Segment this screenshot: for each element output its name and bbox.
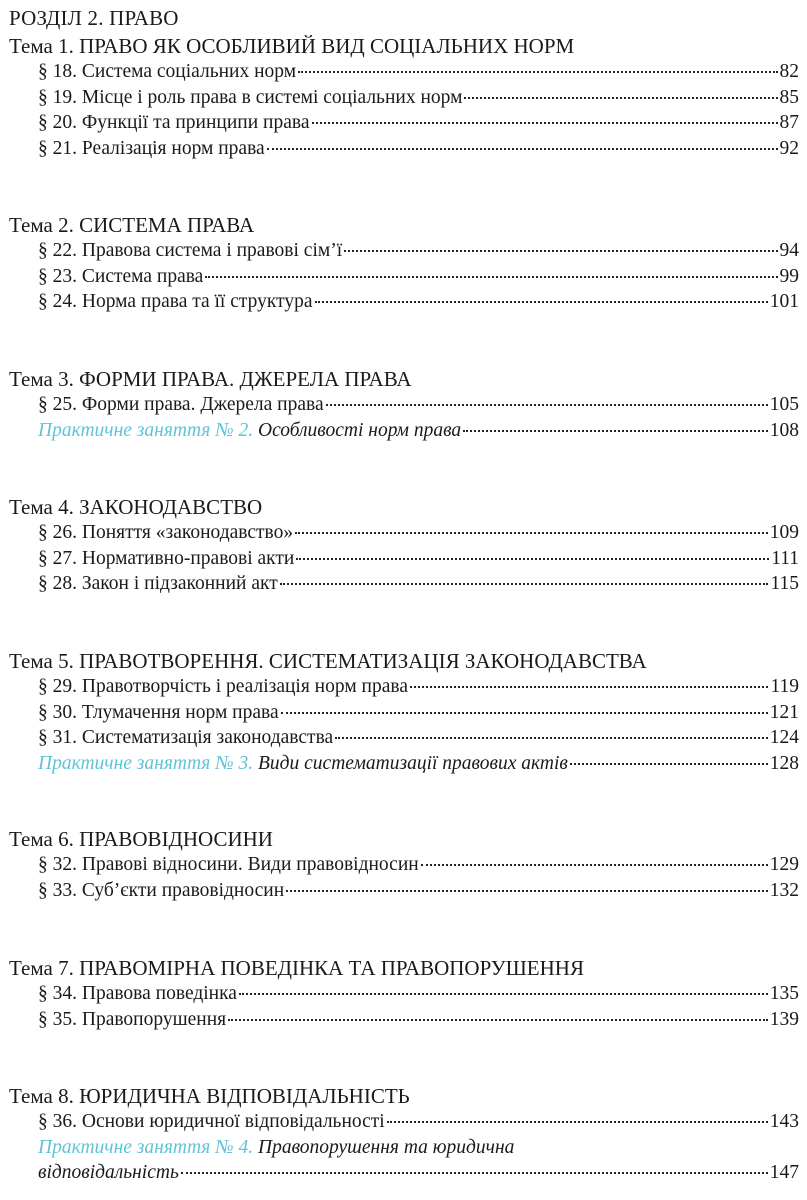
entry-label <box>38 418 461 444</box>
dot-leader <box>205 276 777 278</box>
practical-label: Практичне заняття № 3. <box>38 752 254 774</box>
practical-label: Практичне заняття № 4. <box>38 1136 254 1158</box>
dot-leader <box>410 686 768 688</box>
toc-entry[interactable] <box>38 85 799 111</box>
toc-entry[interactable] <box>38 1007 799 1033</box>
page-number: 129 <box>769 854 799 875</box>
page-number: 121 <box>769 701 799 723</box>
topic-5 <box>9 648 799 776</box>
dot-leader <box>296 558 769 560</box>
toc-entry[interactable] <box>38 136 799 162</box>
topic-title: Тема 2. СИСТЕМА ПРАВА <box>9 213 255 237</box>
dot-leader <box>326 404 768 406</box>
dot-leader <box>298 71 777 73</box>
entry-label: § 22. Правова система і правові сім’ї <box>38 240 343 261</box>
topic-title: Тема 1. ПРАВО ЯК ОСОБЛИВИЙ ВИД СОЦІАЛЬНИХ НОРМ <box>9 34 575 58</box>
entry-label: § 33. Суб’єкти правовідносин <box>38 879 285 901</box>
entry-label: § 21. Реалізація норм права <box>38 137 265 159</box>
topic-8 <box>9 1083 799 1186</box>
dot-leader <box>344 250 777 252</box>
entry-label: § 31. Систематизація законодавства <box>38 727 334 748</box>
dot-leader <box>267 148 778 150</box>
page-number: 147 <box>769 1162 799 1183</box>
page-number: 108 <box>769 419 799 441</box>
dot-leader <box>181 1172 768 1174</box>
page-number: 87 <box>779 112 799 133</box>
practical-title: Види систематизації правових актів <box>257 752 568 774</box>
toc-entry[interactable] <box>38 878 799 904</box>
entry-label <box>38 751 568 777</box>
practical-title: Особливості норм права <box>257 419 462 441</box>
page-number: 143 <box>769 1111 799 1132</box>
dot-leader <box>239 993 768 995</box>
dot-leader <box>387 1121 768 1123</box>
practical-title-continued: відповідальність <box>38 1162 179 1183</box>
entry-label: § 29. Правотворчість і реалізація норм права <box>38 676 408 697</box>
entry-label: § 34. Правова поведінка <box>38 983 237 1004</box>
toc-entry[interactable] <box>38 110 799 136</box>
section-title: РОЗДІЛ 2. ПРАВО <box>9 6 179 30</box>
toc-entry[interactable] <box>38 1109 799 1135</box>
toc-entry-practical[interactable] <box>38 418 799 444</box>
entry-label: § 35. Правопорушення <box>38 1008 227 1030</box>
page-number: 124 <box>769 727 799 748</box>
toc-entry[interactable] <box>38 59 799 85</box>
toc-entry[interactable] <box>38 700 799 726</box>
page-number: 111 <box>771 547 799 569</box>
entry-label: § 19. Місце і роль права в системі соціальних норм <box>38 86 463 108</box>
topic-2 <box>9 212 799 315</box>
topic-4 <box>9 494 799 597</box>
dot-leader <box>228 1019 768 1021</box>
page-number: 119 <box>770 676 799 697</box>
toc-entry[interactable] <box>38 981 799 1007</box>
page-number: 82 <box>779 61 799 82</box>
page-number: 132 <box>769 879 799 901</box>
topic-3 <box>9 366 799 443</box>
toc-entry[interactable] <box>38 392 799 418</box>
dot-leader <box>281 712 768 714</box>
entry-label: § 32. Правові відносини. Види правовідносин <box>38 854 419 875</box>
toc-entry[interactable] <box>38 238 799 264</box>
topic-title: Тема 3. ФОРМИ ПРАВА. ДЖЕРЕЛА ПРАВА <box>9 367 412 391</box>
page-number: 92 <box>779 137 799 159</box>
dot-leader <box>421 864 768 866</box>
dot-leader <box>280 583 769 585</box>
entry-label: § 30. Тлумачення норм права <box>38 701 279 723</box>
entry-label: § 25. Форми права. Джерела права <box>38 394 324 415</box>
topic-title: Тема 5. ПРАВОТВОРЕННЯ. СИСТЕМАТИЗАЦІЯ ЗАКОНОДАВСТВА <box>9 649 647 673</box>
practical-title: Правопорушення та юридична <box>257 1136 515 1158</box>
practical-label: Практичне заняття № 2. <box>38 419 254 441</box>
page-number: 85 <box>779 86 799 108</box>
page-number: 128 <box>769 752 799 774</box>
toc-entry-practical-line2[interactable] <box>38 1160 799 1186</box>
topic-title: Тема 7. ПРАВОМІРНА ПОВЕДІНКА ТА ПРАВОПОРУШЕННЯ <box>9 956 584 980</box>
page-number: 115 <box>770 573 799 594</box>
toc-entry[interactable] <box>38 852 799 878</box>
entry-label: § 27. Нормативно-правові акти <box>38 547 295 569</box>
topic-title: Тема 4. ЗАКОНОДАВСТВО <box>9 495 263 519</box>
topic-title: Тема 6. ПРАВОВІДНОСИНИ <box>9 827 273 851</box>
dot-leader <box>335 737 768 739</box>
topic-6 <box>9 826 799 903</box>
toc-entry[interactable] <box>38 571 799 597</box>
page-number: 94 <box>779 240 799 261</box>
page-number: 139 <box>769 1008 799 1030</box>
entry-label: § 20. Функції та принципи права <box>38 112 310 133</box>
toc-entry[interactable] <box>38 725 799 751</box>
toc-entry[interactable] <box>38 264 799 290</box>
toc-entry-practical-line1[interactable] <box>38 1135 799 1161</box>
toc-entry-practical[interactable] <box>38 751 799 777</box>
dot-leader <box>463 430 768 432</box>
entry-label: § 18. Система соціальних норм <box>38 61 297 82</box>
page-number: 109 <box>769 522 799 543</box>
dot-leader <box>286 890 768 892</box>
dot-leader <box>295 532 768 534</box>
page-number: 101 <box>769 291 799 312</box>
page-number: 99 <box>779 265 799 287</box>
toc-entry[interactable] <box>38 674 799 700</box>
entry-label: § 24. Норма права та її структура <box>38 291 313 312</box>
topic-title: Тема 8. ЮРИДИЧНА ВІДПОВІДАЛЬНІСТЬ <box>9 1084 410 1108</box>
entry-label: § 36. Основи юридичної відповідальності <box>38 1111 385 1132</box>
page-number: 105 <box>769 394 799 415</box>
dot-leader <box>315 301 768 303</box>
toc-entry[interactable] <box>38 289 799 315</box>
toc-entry[interactable] <box>38 546 799 572</box>
dot-leader <box>312 122 778 124</box>
entry-label: § 26. Поняття «законодавство» <box>38 522 294 543</box>
topic-1 <box>9 33 799 161</box>
dot-leader <box>570 763 768 765</box>
page-number: 135 <box>769 983 799 1004</box>
dot-leader <box>464 97 777 99</box>
toc-entry[interactable] <box>38 520 799 546</box>
entry-label: § 23. Система права <box>38 265 204 287</box>
entry-label: § 28. Закон і підзаконний акт <box>38 573 278 594</box>
topic-7 <box>9 955 799 1032</box>
